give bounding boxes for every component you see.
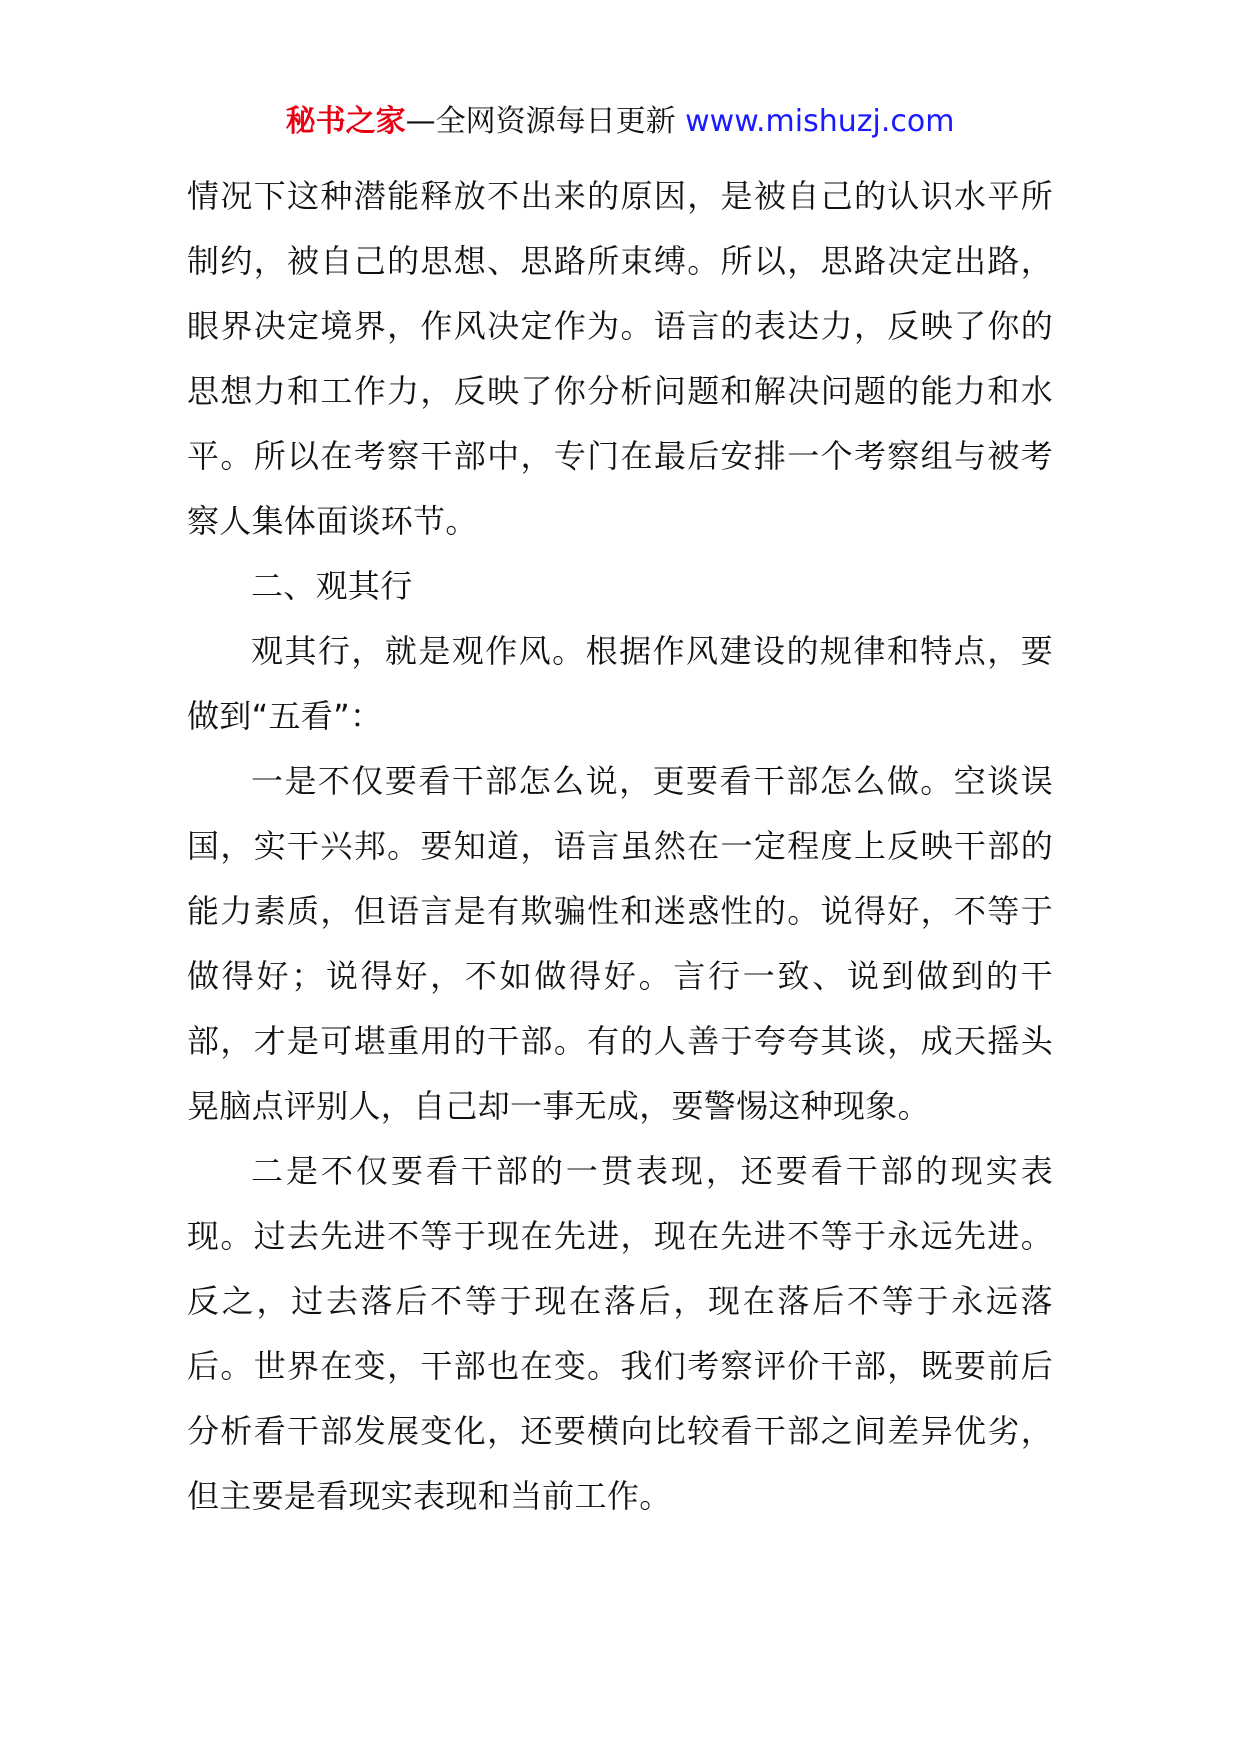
section-heading: 二、观其行	[251, 567, 413, 605]
header-brand: 秘书之家	[285, 104, 406, 139]
paragraph: 二是不仅要看干部的一贯表现，还要看干部的现实表现。过去先进不等于现在先进，现在先进不等于永远先进。反之，过去落后不等于现在落后，现在落后不等于永远落后。世界在变，干部也在变。我们考察评价干部，既要前后分析看干部发展变化，还要横向比较看干部之间差异优劣，但主要是看现实表现和当前工作。	[187, 1152, 1053, 1515]
page-header	[0, 100, 1240, 144]
document-body	[187, 164, 1053, 1529]
header-url-link[interactable]: www.mishuzj.com	[685, 104, 955, 139]
paragraph: 一是不仅要看干部怎么说，更要看干部怎么做。空谈误国，实干兴邦。要知道，语言虽然在一定程度上反映干部的能力素质，但语言是有欺骗性和迷惑性的。说得好，不等于做得好；说得好，不如做得好。言行一致、说到做到的干部，才是可堪重用的干部。有的人善于夸夸其谈，成天摇头晃脑点评别人，自己却一事无成，要警惕这种现象。	[187, 762, 1053, 1125]
paragraph: 观其行，就是观作风。根据作风建设的规律和特点，要做到“五看”：	[187, 632, 1053, 735]
header-slogan: —全网资源每日更新	[405, 104, 686, 139]
paragraph-continuation: 情况下这种潜能释放不出来的原因，是被自己的认识水平所制约，被自己的思想、思路所束缚。所以，思路决定出路，眼界决定境界，作风决定作为。语言的表达力，反映了你的思想力和工作力，反映了你分析问题和解决问题的能力和水平。所以在考察干部中，专门在最后安排一个考察组与被考察人集体面谈环节。	[187, 177, 1053, 540]
